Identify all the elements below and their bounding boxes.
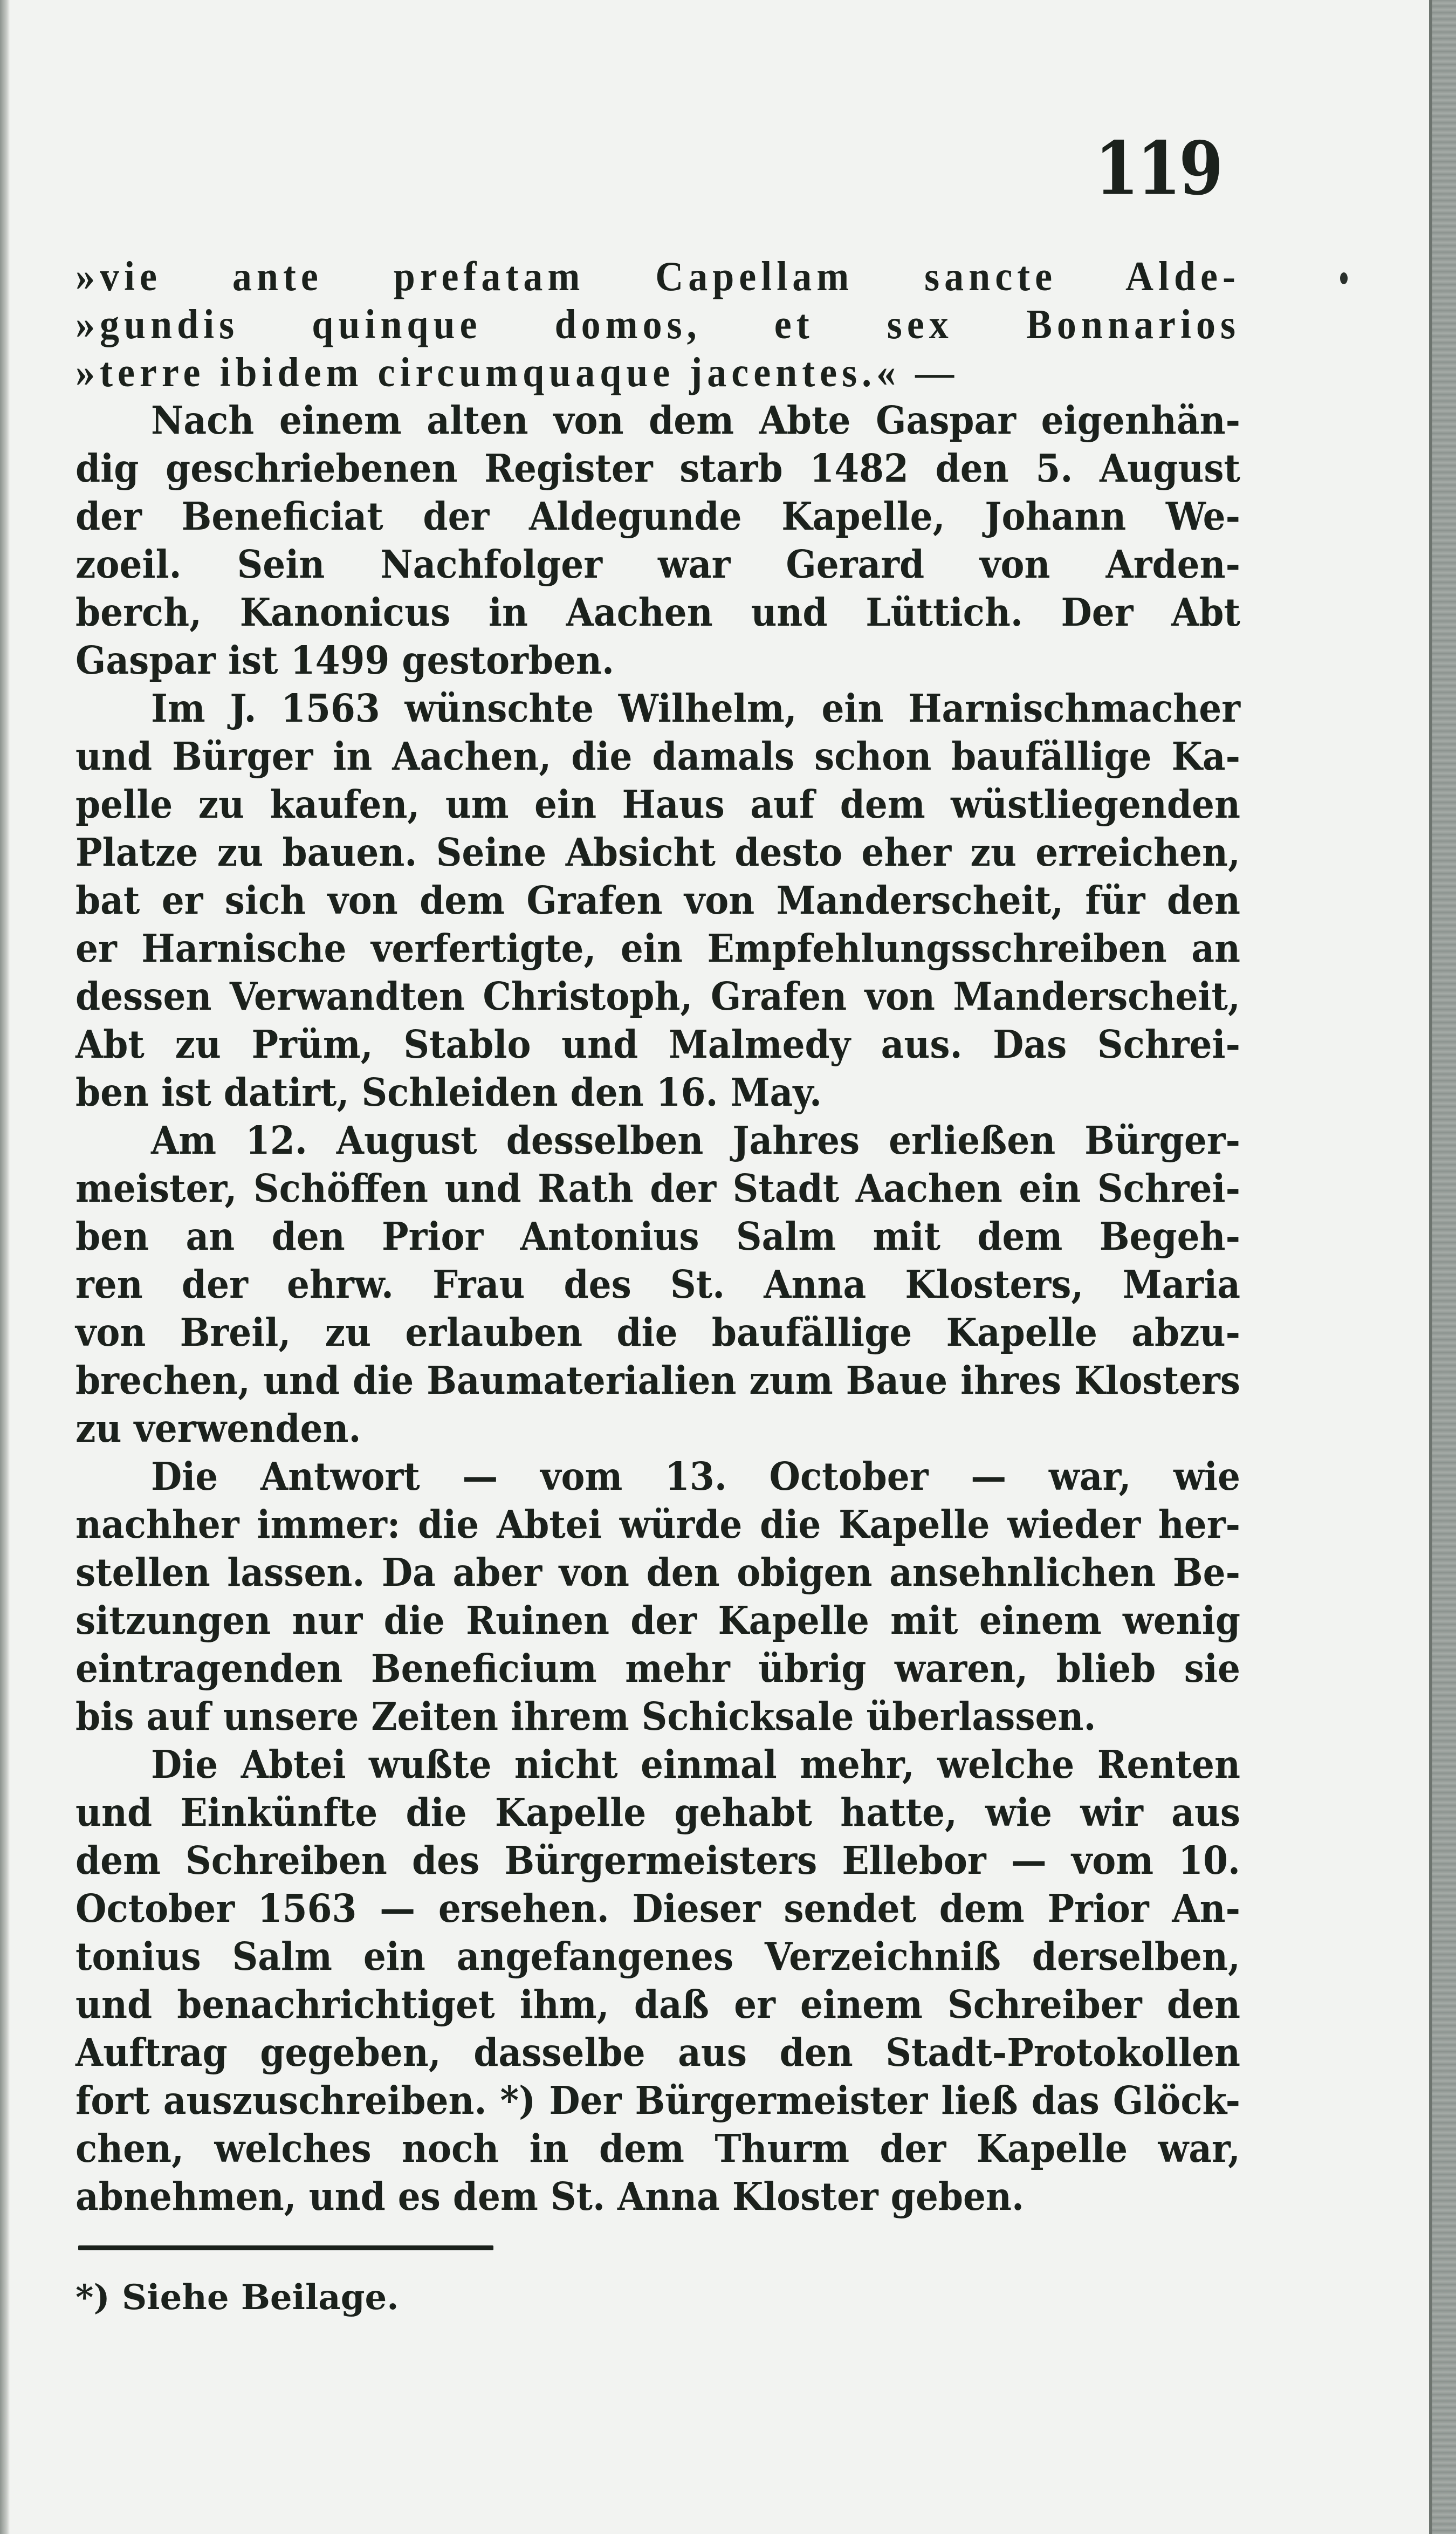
text-line: sitzungen nur die Ruinen der Kapelle mit einem wenig [75,1597,1240,1643]
text-line: zu verwenden. [75,1405,361,1451]
footnote: *) Siehe Beilage. [75,2277,399,2318]
text-line: October 1563 — ersehen. Dieser sendet dem Prior An- [75,1885,1240,1932]
text-line: dem Schreiben des Bürgermeisters Ellebor — vom 10. [75,1837,1240,1884]
body-text [75,252,1240,2221]
text-line: er Harnische verfertigte, ein Empfehlungsschreiben an [75,925,1240,971]
text-line: nachher immer: die Abtei würde die Kapelle wieder her- [75,1501,1240,1547]
text-line: und Einkünfte die Kapelle gehabt hatte, wie wir aus [75,1789,1240,1836]
scan-speck [1340,272,1348,284]
text-line: dessen Verwandten Christoph, Grafen von Manderscheit, [75,973,1240,1019]
text-line: fort auszuschreiben. *) Der Bürgermeister ließ das Glöck- [75,2077,1240,2124]
text-line: »terre ibidem circumquaque jacentes.« — [75,348,959,396]
text-line: der Beneficiat der Aldegunde Kapelle, Johann We- [75,493,1240,539]
text-line: zoeil. Sein Nachfolger war Gerard von Arden- [75,541,1240,587]
text-line: bat er sich von dem Grafen von Manderscheit, für den [75,877,1240,923]
text-line: Abt zu Prüm, Stablo und Malmedy aus. Das Schrei- [75,1021,1240,1067]
text-line: bis auf unsere Zeiten ihrem Schicksale überlassen. [75,1693,1096,1739]
text-line: ben an den Prior Antonius Salm mit dem Begeh- [75,1213,1240,1259]
footnote-divider [78,2245,493,2250]
text-line: Im J. 1563 wünschte Wilhelm, ein Harnischmacher [151,685,1240,731]
text-line: ren der ehrw. Frau des St. Anna Klosters, Maria [75,1261,1240,1307]
text-line: dig geschriebenen Register starb 1482 den 5. August [75,445,1240,491]
text-line: brechen, und die Baumaterialien zum Baue ihres Klosters [75,1357,1240,1403]
text-line: eintragenden Beneficium mehr übrig waren, blieb sie [75,1645,1240,1691]
text-line: berch, Kanonicus in Aachen und Lüttich. Der Abt [75,589,1240,635]
text-line: Gaspar ist 1499 gestorben. [75,637,614,683]
text-line: »gundis quinque domos, et sex Bonnarios [75,300,1240,348]
text-line: »vie ante prefatam Capellam sancte Alde- [75,252,1240,300]
text-line: ben ist datirt, Schleiden den 16. May. [75,1069,822,1115]
text-line: Die Abtei wußte nicht einmal mehr, welche Renten [151,1741,1240,1788]
text-line: Platze zu bauen. Seine Absicht desto eher zu erreichen, [75,829,1240,875]
scan-edge-left [0,0,10,2534]
text-line: Nach einem alten von dem Abte Gaspar eigenhän- [151,397,1240,443]
text-line: und Bürger in Aachen, die damals schon baufällige Ka- [75,733,1240,779]
text-line: und benachrichtiget ihm, daß er einem Schreiber den [75,1981,1240,2028]
text-line: tonius Salm ein angefangenes Verzeichniß derselben, [75,1933,1240,1980]
text-line: Die Antwort — vom 13. October — war, wie [151,1453,1240,1499]
text-line: Am 12. August desselben Jahres erließen Bürger- [151,1117,1240,1163]
text-line: abnehmen, und es dem St. Anna Kloster geben. [75,2173,1024,2220]
page-number: 119 [1095,125,1221,211]
scan-edge-right [1429,0,1456,2534]
text-line: Auftrag gegeben, dasselbe aus den Stadt-Protokollen [75,2029,1240,2076]
text-line: von Breil, zu erlauben die baufällige Kapelle abzu- [75,1309,1240,1355]
text-line: chen, welches noch in dem Thurm der Kapelle war, [75,2125,1240,2172]
text-line: pelle zu kaufen, um ein Haus auf dem wüstliegenden [75,781,1240,827]
text-line: meister, Schöffen und Rath der Stadt Aachen ein Schrei- [75,1165,1240,1211]
text-line: stellen lassen. Da aber von den obigen ansehnlichen Be- [75,1549,1240,1595]
